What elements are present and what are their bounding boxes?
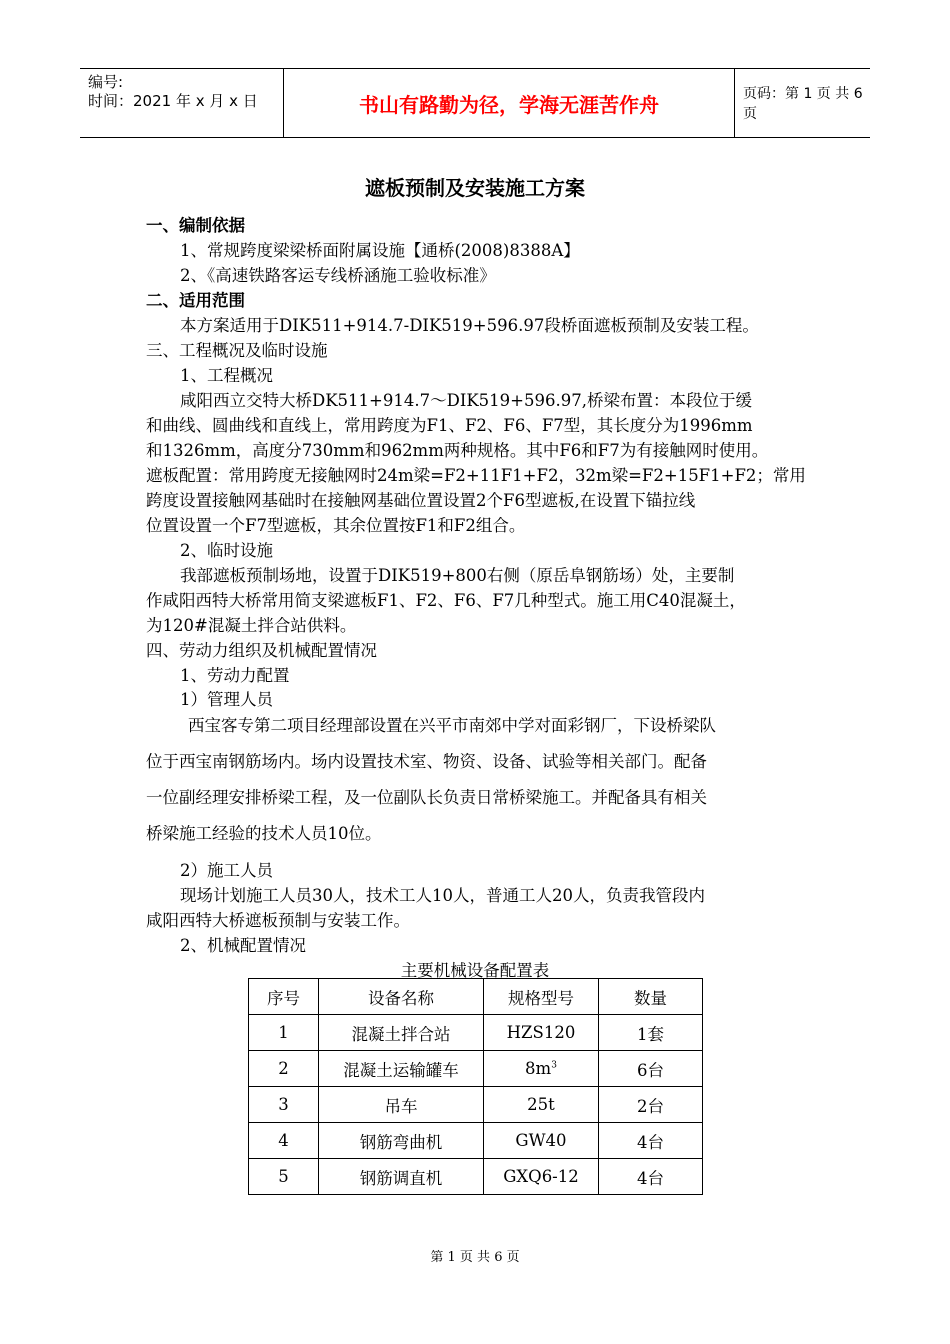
table-cell: 4台 <box>599 1123 703 1159</box>
body-line: 桥梁施工经验的技术人员10位。 <box>146 824 382 843</box>
page-footer: 第 1 页 共 6 页 <box>430 1250 520 1265</box>
section-heading: 一、编制依据 <box>146 216 245 235</box>
body-line: 位于西宝南钢筋场内。场内设置技术室、物资、设备、试验等相关部门。配备 <box>146 752 707 771</box>
column-header: 序号 <box>249 979 319 1015</box>
table-cell: HZS120 <box>484 1015 599 1051</box>
body-line: 1、常规跨度梁梁桥面附属设施【通桥(2008)8388A】 <box>180 241 580 260</box>
table-cell: 4 <box>249 1123 319 1159</box>
table-cell: 6台 <box>599 1051 703 1087</box>
body-line: 咸阳西特大桥遮板预制与安装工作。 <box>146 911 410 930</box>
body-line: 现场计划施工人员30人，技术工人10人，普通工人20人，负责我管段内 <box>180 886 705 905</box>
table-cell: 钢筋调直机 <box>319 1159 484 1195</box>
header-motto: 书山有路勤为径，学海无涯苦作舟 <box>283 69 735 137</box>
subsection-heading: 1、劳动力配置 <box>180 666 290 685</box>
table-caption: 主要机械设备配置表 <box>400 961 550 980</box>
section-heading: 四、劳动力组织及机械配置情况 <box>146 641 377 660</box>
body-line: 本方案适用于DIK511+914.7-DIK519+596.97段桥面遮板预制及安装工程。 <box>180 316 759 335</box>
table-cell-value: 8m <box>525 1059 552 1078</box>
table-header-row <box>249 979 703 1015</box>
section-heading: 二、适用范围 <box>146 291 245 310</box>
column-header: 设备名称 <box>319 979 484 1015</box>
equipment-table <box>248 978 703 1195</box>
document-date-label: 时间：2021 年 x 月 x 日 <box>88 92 258 110</box>
subsection-heading: 2、临时设施 <box>180 541 273 560</box>
section-heading: 三、工程概况及临时设施 <box>146 341 328 360</box>
body-line: 一位副经理安排桥梁工程，及一位副队长负责日常桥梁施工。并配备具有相关 <box>146 788 707 807</box>
table-cell: 4台 <box>599 1159 703 1195</box>
table-cell: GXQ6-12 <box>484 1159 599 1195</box>
body-line: 作咸阳西特大桥常用简支梁遮板F1、F2、F6、F7几种型式。施工用C40混凝土， <box>146 591 746 610</box>
body-line: 咸阳西立交特大桥DK511+914.7～DIK519+596.97,桥梁布置：本段位于缓 <box>180 391 752 410</box>
body-line: 和曲线、圆曲线和直线上，常用跨度为F1、F2、F6、F7型，其长度分为1996mm <box>146 416 753 435</box>
column-header: 数量 <box>599 979 703 1015</box>
table-row <box>249 1159 703 1195</box>
subsection-heading: 1、工程概况 <box>180 366 273 385</box>
body-line: 我部遮板预制场地，设置于DIK519+800右侧（原岳阜钢筋场）处，主要制 <box>180 566 735 585</box>
table-cell: 25t <box>484 1087 599 1123</box>
table-row <box>249 1051 703 1087</box>
table-cell: GW40 <box>484 1123 599 1159</box>
subsection-heading: 2、机械配置情况 <box>180 936 306 955</box>
body-line: 西宝客专第二项目经理部设置在兴平市南郊中学对面彩钢厂，下设桥梁队 <box>188 716 716 735</box>
body-line: 遮板配置：常用跨度无接触网时24m梁=F2+11F1+F2，32m梁=F2+15F1+F2；常用 <box>146 466 806 485</box>
subsection-heading: 2）施工人员 <box>180 861 273 880</box>
document-number-label: 编号: <box>88 73 124 91</box>
subsection-heading: 1）管理人员 <box>180 690 273 709</box>
table-cell <box>484 1051 599 1087</box>
table-row <box>249 1123 703 1159</box>
table-cell: 2台 <box>599 1087 703 1123</box>
table-cell: 2 <box>249 1051 319 1087</box>
table-cell: 混凝土运输罐车 <box>319 1051 484 1087</box>
table-cell: 吊车 <box>319 1087 484 1123</box>
body-line: 2、《高速铁路客运专线桥涵施工验收标准》 <box>180 266 496 285</box>
table-row <box>249 1087 703 1123</box>
unit-superscript: 3 <box>551 1060 557 1071</box>
body-line: 位置设置一个F7型遮板，其余位置按F1和F2组合。 <box>146 516 526 535</box>
document-title: 遮板预制及安装施工方案 <box>365 176 585 200</box>
table-cell: 混凝土拌合站 <box>319 1015 484 1051</box>
header-page-label: 页码：第 1 页 共 6 页 <box>743 86 863 122</box>
body-line: 跨度设置接触网基础时在接触网基础位置设置2个F6型遮板,在设置下锚拉线 <box>146 491 696 510</box>
body-line: 为120#混凝土拌合站供料。 <box>146 616 357 635</box>
table-cell: 1套 <box>599 1015 703 1051</box>
page-header <box>80 68 870 138</box>
table-cell: 钢筋弯曲机 <box>319 1123 484 1159</box>
table-row <box>249 1015 703 1051</box>
header-info <box>80 69 283 137</box>
column-header: 规格型号 <box>484 979 599 1015</box>
table-cell: 5 <box>249 1159 319 1195</box>
table-cell: 1 <box>249 1015 319 1051</box>
table-cell: 3 <box>249 1087 319 1123</box>
body-line: 和1326mm，高度分730mm和962mm两种规格。其中F6和F7为有接触网时使用。 <box>146 441 769 460</box>
